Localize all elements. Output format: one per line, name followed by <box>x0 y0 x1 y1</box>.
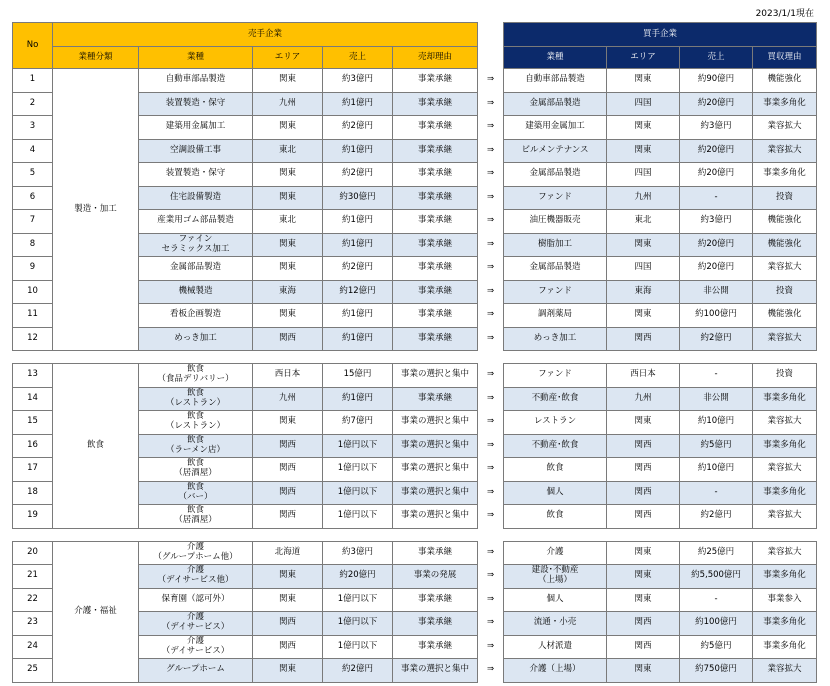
buyer-industry: 飲食 <box>504 458 607 482</box>
seller-industry: 建築用金属加工 <box>139 116 253 140</box>
buyer-industry: 介護（上場） <box>504 659 607 683</box>
buyer-area: 九州 <box>607 387 680 411</box>
arrow-icon: ⇒ <box>486 392 495 403</box>
row-number: 19 <box>13 505 53 529</box>
sale-reason: 事業承継 <box>393 210 478 234</box>
buyer-sales: 約10億円 <box>680 411 753 435</box>
row-number: 23 <box>13 612 53 636</box>
arrow-icon: ⇒ <box>486 332 495 343</box>
table-row <box>13 541 817 565</box>
row-number: 13 <box>13 364 53 388</box>
buyer-area: 関西 <box>607 434 680 458</box>
buyer-sales: 約3億円 <box>680 210 753 234</box>
col-buy-reason: 買収理由 <box>753 47 817 69</box>
buy-reason: 業容拡大 <box>753 411 817 435</box>
buy-reason: 事業多角化 <box>753 635 817 659</box>
arrow-icon: ⇒ <box>486 121 495 132</box>
buyer-sales: 約100億円 <box>680 612 753 636</box>
seller-sales: 約7億円 <box>323 411 393 435</box>
seller-sales: 約2億円 <box>323 257 393 281</box>
seller-area: 東北 <box>253 139 323 163</box>
sale-reason: 事業承継 <box>393 92 478 116</box>
seller-industry: 保育園（認可外） <box>139 588 253 612</box>
arrow-icon: ⇒ <box>486 439 495 450</box>
col-sale-reason: 売却理由 <box>393 47 478 69</box>
row-number: 22 <box>13 588 53 612</box>
table-row <box>13 364 817 388</box>
arrow-icon: ⇒ <box>486 144 495 155</box>
buyer-sales: 約20億円 <box>680 92 753 116</box>
buyer-industry: レストラン <box>504 411 607 435</box>
buyer-area: 関東 <box>607 659 680 683</box>
arrow-icon: ⇒ <box>486 617 495 628</box>
arrow-icon: ⇒ <box>486 416 495 427</box>
row-number: 1 <box>13 69 53 93</box>
ma-case-table <box>12 22 817 683</box>
buyer-header: 買手企業 <box>504 23 817 47</box>
seller-sales: 約1億円 <box>323 139 393 163</box>
seller-industry: 介護 （グループホーム他） <box>139 541 253 565</box>
buy-reason: 事業参入 <box>753 588 817 612</box>
buy-reason: 機能強化 <box>753 210 817 234</box>
seller-sales: 約1億円 <box>323 327 393 351</box>
arrow-icon: ⇒ <box>486 664 495 675</box>
seller-sales: 約30億円 <box>323 186 393 210</box>
arrow-icon: ⇒ <box>486 74 495 85</box>
seller-industry: 装置製造・保守 <box>139 163 253 187</box>
col-sales: 売上 <box>323 47 393 69</box>
seller-industry: 看板企画製造 <box>139 304 253 328</box>
category-cell: 介護・福祉 <box>53 541 139 682</box>
sale-reason: 事業承継 <box>393 304 478 328</box>
buyer-industry: 自動車部品製造 <box>504 69 607 93</box>
sale-reason: 事業承継 <box>393 139 478 163</box>
col-buyer-area: エリア <box>607 47 680 69</box>
seller-sales: 1億円以下 <box>323 635 393 659</box>
seller-sales: 約3億円 <box>323 69 393 93</box>
buyer-area: 関東 <box>607 233 680 257</box>
sale-reason: 事業の選択と集中 <box>393 458 478 482</box>
buy-reason: 業容拡大 <box>753 327 817 351</box>
col-area: エリア <box>253 47 323 69</box>
arrow-icon: ⇒ <box>486 510 495 521</box>
arrow-icon: ⇒ <box>486 285 495 296</box>
seller-industry: めっき加工 <box>139 327 253 351</box>
row-number: 5 <box>13 163 53 187</box>
seller-area: 関西 <box>253 635 323 659</box>
col-industry: 業種 <box>139 47 253 69</box>
buy-reason: 事業多角化 <box>753 387 817 411</box>
buyer-industry: 個人 <box>504 588 607 612</box>
row-number: 7 <box>13 210 53 234</box>
buyer-area: 関西 <box>607 505 680 529</box>
buyer-industry: 調剤薬局 <box>504 304 607 328</box>
table-row <box>13 69 817 93</box>
as-of-date: 2023/1/1現在 <box>755 9 814 19</box>
buy-reason: 機能強化 <box>753 304 817 328</box>
buy-reason: 投資 <box>753 364 817 388</box>
sale-reason: 事業承継 <box>393 116 478 140</box>
buy-reason: 業容拡大 <box>753 659 817 683</box>
seller-industry: 空調設備工事 <box>139 139 253 163</box>
buyer-sales: - <box>680 186 753 210</box>
buyer-industry: 金属部品製造 <box>504 257 607 281</box>
buyer-area: 関東 <box>607 541 680 565</box>
sale-reason: 事業の選択と集中 <box>393 434 478 458</box>
seller-industry: 介護 （デイサービス） <box>139 612 253 636</box>
sale-reason: 事業承継 <box>393 327 478 351</box>
buy-reason: 機能強化 <box>753 69 817 93</box>
buyer-industry: 建設･不動産 （上場） <box>504 565 607 589</box>
buyer-area: 関西 <box>607 458 680 482</box>
buyer-industry: 不動産･飲食 <box>504 387 607 411</box>
buyer-area: 東海 <box>607 280 680 304</box>
no-header: No <box>13 23 53 69</box>
seller-industry: 飲食 （居酒屋） <box>139 458 253 482</box>
buyer-sales: 非公開 <box>680 280 753 304</box>
buy-reason: 業容拡大 <box>753 458 817 482</box>
arrow-icon: ⇒ <box>486 215 495 226</box>
sale-reason: 事業承継 <box>393 280 478 304</box>
seller-sales: 約1億円 <box>323 92 393 116</box>
row-number: 2 <box>13 92 53 116</box>
seller-industry: ファイン セラミックス加工 <box>139 233 253 257</box>
row-number: 9 <box>13 257 53 281</box>
buyer-industry: 飲食 <box>504 505 607 529</box>
col-category: 業種分類 <box>53 47 139 69</box>
buy-reason: 業容拡大 <box>753 116 817 140</box>
buyer-area: 関東 <box>607 588 680 612</box>
buyer-area: 関東 <box>607 565 680 589</box>
sale-reason: 事業の選択と集中 <box>393 505 478 529</box>
seller-area: 東海 <box>253 280 323 304</box>
row-number: 17 <box>13 458 53 482</box>
sale-reason: 事業の選択と集中 <box>393 481 478 505</box>
row-number: 15 <box>13 411 53 435</box>
buyer-sales: 約20億円 <box>680 139 753 163</box>
buyer-area: 関東 <box>607 411 680 435</box>
row-number: 6 <box>13 186 53 210</box>
buyer-sales: 非公開 <box>680 387 753 411</box>
sale-reason: 事業の発展 <box>393 565 478 589</box>
sale-reason: 事業承継 <box>393 163 478 187</box>
buyer-sales: 約100億円 <box>680 304 753 328</box>
seller-industry: 飲食 （ラーメン店） <box>139 434 253 458</box>
buy-reason: 事業多角化 <box>753 481 817 505</box>
seller-header: 売手企業 <box>53 23 478 47</box>
buyer-area: 関東 <box>607 139 680 163</box>
buy-reason: 業容拡大 <box>753 139 817 163</box>
buyer-sales: 約2億円 <box>680 505 753 529</box>
buyer-industry: ファンド <box>504 186 607 210</box>
arrow-icon: ⇒ <box>486 570 495 581</box>
buyer-sales: - <box>680 588 753 612</box>
seller-sales: 1億円以下 <box>323 458 393 482</box>
category-cell: 製造・加工 <box>53 69 139 351</box>
buyer-industry: 不動産･飲食 <box>504 434 607 458</box>
buy-reason: 業容拡大 <box>753 505 817 529</box>
category-cell: 飲食 <box>53 364 139 529</box>
row-number: 11 <box>13 304 53 328</box>
sale-reason: 事業承継 <box>393 612 478 636</box>
seller-industry: 介護 （デイサービス） <box>139 635 253 659</box>
buyer-sales: 約25億円 <box>680 541 753 565</box>
buyer-industry: 人材派遣 <box>504 635 607 659</box>
sale-reason: 事業承継 <box>393 541 478 565</box>
seller-industry: グループホーム <box>139 659 253 683</box>
buyer-sales: 約3億円 <box>680 116 753 140</box>
arrow-icon: ⇒ <box>486 191 495 202</box>
seller-area: 九州 <box>253 387 323 411</box>
seller-industry: 飲食 （レストラン） <box>139 387 253 411</box>
buyer-sales: 約750億円 <box>680 659 753 683</box>
seller-industry: 飲食 （居酒屋） <box>139 505 253 529</box>
seller-area: 関東 <box>253 116 323 140</box>
seller-sales: 約12億円 <box>323 280 393 304</box>
row-number: 10 <box>13 280 53 304</box>
arrow-icon: ⇒ <box>486 97 495 108</box>
buyer-area: 西日本 <box>607 364 680 388</box>
seller-area: 関東 <box>253 565 323 589</box>
row-number: 12 <box>13 327 53 351</box>
buy-reason: 事業多角化 <box>753 163 817 187</box>
row-number: 25 <box>13 659 53 683</box>
seller-area: 関東 <box>253 588 323 612</box>
buyer-sales: - <box>680 364 753 388</box>
buyer-sales: 約20億円 <box>680 163 753 187</box>
buy-reason: 事業多角化 <box>753 92 817 116</box>
arrow-icon: ⇒ <box>486 262 495 273</box>
col-buyer-industry: 業種 <box>504 47 607 69</box>
buyer-sales: 約90億円 <box>680 69 753 93</box>
buyer-area: 関西 <box>607 635 680 659</box>
seller-sales: 約1億円 <box>323 233 393 257</box>
row-number: 3 <box>13 116 53 140</box>
seller-industry: 金属部品製造 <box>139 257 253 281</box>
buyer-industry: 金属部品製造 <box>504 163 607 187</box>
buyer-area: 東北 <box>607 210 680 234</box>
sale-reason: 事業の選択と集中 <box>393 659 478 683</box>
seller-sales: 15億円 <box>323 364 393 388</box>
sale-reason: 事業承継 <box>393 257 478 281</box>
seller-industry: 自動車部品製造 <box>139 69 253 93</box>
seller-sales: 1億円以下 <box>323 434 393 458</box>
sale-reason: 事業承継 <box>393 387 478 411</box>
arrow-icon: ⇒ <box>486 640 495 651</box>
buyer-area: 四国 <box>607 163 680 187</box>
seller-sales: 1億円以下 <box>323 481 393 505</box>
buyer-sales: 約10億円 <box>680 458 753 482</box>
buyer-sales: 約20億円 <box>680 233 753 257</box>
seller-industry: 介護 （デイサービス他） <box>139 565 253 589</box>
seller-area: 北海道 <box>253 541 323 565</box>
buy-reason: 業容拡大 <box>753 257 817 281</box>
buyer-sales: 約2億円 <box>680 327 753 351</box>
buyer-industry: ファンド <box>504 280 607 304</box>
seller-area: 関西 <box>253 458 323 482</box>
seller-sales: 約1億円 <box>323 387 393 411</box>
seller-sales: 約3億円 <box>323 541 393 565</box>
buyer-sales: 約5,500億円 <box>680 565 753 589</box>
buyer-industry: 金属部品製造 <box>504 92 607 116</box>
sale-reason: 事業の選択と集中 <box>393 411 478 435</box>
buyer-area: 四国 <box>607 257 680 281</box>
seller-area: 関東 <box>253 257 323 281</box>
arrow-icon: ⇒ <box>486 238 495 249</box>
seller-sales: 約2億円 <box>323 163 393 187</box>
buy-reason: 投資 <box>753 280 817 304</box>
seller-area: 関西 <box>253 434 323 458</box>
buy-reason: 業容拡大 <box>753 541 817 565</box>
seller-industry: 住宅設備製造 <box>139 186 253 210</box>
sale-reason: 事業承継 <box>393 69 478 93</box>
seller-area: 関東 <box>253 186 323 210</box>
buy-reason: 事業多角化 <box>753 612 817 636</box>
seller-industry: 機械製造 <box>139 280 253 304</box>
buyer-area: 関東 <box>607 304 680 328</box>
buyer-area: 九州 <box>607 186 680 210</box>
buyer-industry: めっき加工 <box>504 327 607 351</box>
buyer-sales: 約5億円 <box>680 635 753 659</box>
buyer-industry: 樹脂加工 <box>504 233 607 257</box>
seller-area: 関東 <box>253 304 323 328</box>
seller-area: 関東 <box>253 163 323 187</box>
seller-area: 東北 <box>253 210 323 234</box>
arrow-icon: ⇒ <box>486 309 495 320</box>
seller-sales: 約1億円 <box>323 304 393 328</box>
sale-reason: 事業承継 <box>393 588 478 612</box>
buyer-industry: ファンド <box>504 364 607 388</box>
arrow-icon: ⇒ <box>486 168 495 179</box>
buyer-industry: 個人 <box>504 481 607 505</box>
sale-reason: 事業承継 <box>393 233 478 257</box>
seller-sales: 約2億円 <box>323 659 393 683</box>
seller-area: 関西 <box>253 481 323 505</box>
row-number: 18 <box>13 481 53 505</box>
buy-reason: 機能強化 <box>753 233 817 257</box>
seller-sales: 約2億円 <box>323 116 393 140</box>
row-number: 4 <box>13 139 53 163</box>
seller-industry: 飲食 （レストラン） <box>139 411 253 435</box>
seller-area: 関西 <box>253 612 323 636</box>
buyer-sales: - <box>680 481 753 505</box>
sale-reason: 事業承継 <box>393 186 478 210</box>
buyer-sales: 約20億円 <box>680 257 753 281</box>
buyer-area: 関西 <box>607 612 680 636</box>
table-body <box>13 69 817 683</box>
buyer-area: 関西 <box>607 327 680 351</box>
seller-area: 関東 <box>253 69 323 93</box>
arrow-icon: ⇒ <box>486 369 495 380</box>
buyer-area: 関東 <box>607 116 680 140</box>
row-number: 20 <box>13 541 53 565</box>
arrow-icon: ⇒ <box>486 463 495 474</box>
arrow-icon: ⇒ <box>486 486 495 497</box>
seller-sales: 1億円以下 <box>323 505 393 529</box>
buyer-industry: 建築用金属加工 <box>504 116 607 140</box>
buyer-industry: 油圧機器販売 <box>504 210 607 234</box>
row-number: 24 <box>13 635 53 659</box>
buyer-area: 関西 <box>607 481 680 505</box>
buyer-sales: 約5億円 <box>680 434 753 458</box>
seller-area: 関東 <box>253 233 323 257</box>
buyer-industry: ビルメンテナンス <box>504 139 607 163</box>
arrow-icon: ⇒ <box>486 593 495 604</box>
row-number: 8 <box>13 233 53 257</box>
col-buyer-sales: 売上 <box>680 47 753 69</box>
seller-industry: 産業用ゴム部品製造 <box>139 210 253 234</box>
buyer-area: 四国 <box>607 92 680 116</box>
seller-area: 九州 <box>253 92 323 116</box>
seller-sales: 1億円以下 <box>323 612 393 636</box>
seller-industry: 飲食 （食品デリバリー） <box>139 364 253 388</box>
buyer-industry: 介護 <box>504 541 607 565</box>
buy-reason: 事業多角化 <box>753 434 817 458</box>
seller-sales: 約20億円 <box>323 565 393 589</box>
buyer-area: 関東 <box>607 69 680 93</box>
buy-reason: 投資 <box>753 186 817 210</box>
seller-sales: 約1億円 <box>323 210 393 234</box>
seller-area: 関西 <box>253 327 323 351</box>
buy-reason: 事業多角化 <box>753 565 817 589</box>
row-number: 16 <box>13 434 53 458</box>
seller-area: 関東 <box>253 659 323 683</box>
seller-area: 関西 <box>253 505 323 529</box>
seller-industry: 装置製造・保守 <box>139 92 253 116</box>
arrow-icon: ⇒ <box>486 546 495 557</box>
seller-industry: 飲食 （バー） <box>139 481 253 505</box>
sale-reason: 事業承継 <box>393 635 478 659</box>
row-number: 21 <box>13 565 53 589</box>
row-number: 14 <box>13 387 53 411</box>
sale-reason: 事業の選択と集中 <box>393 364 478 388</box>
seller-sales: 1億円以下 <box>323 588 393 612</box>
buyer-industry: 流通・小売 <box>504 612 607 636</box>
seller-area: 関東 <box>253 411 323 435</box>
seller-area: 西日本 <box>253 364 323 388</box>
